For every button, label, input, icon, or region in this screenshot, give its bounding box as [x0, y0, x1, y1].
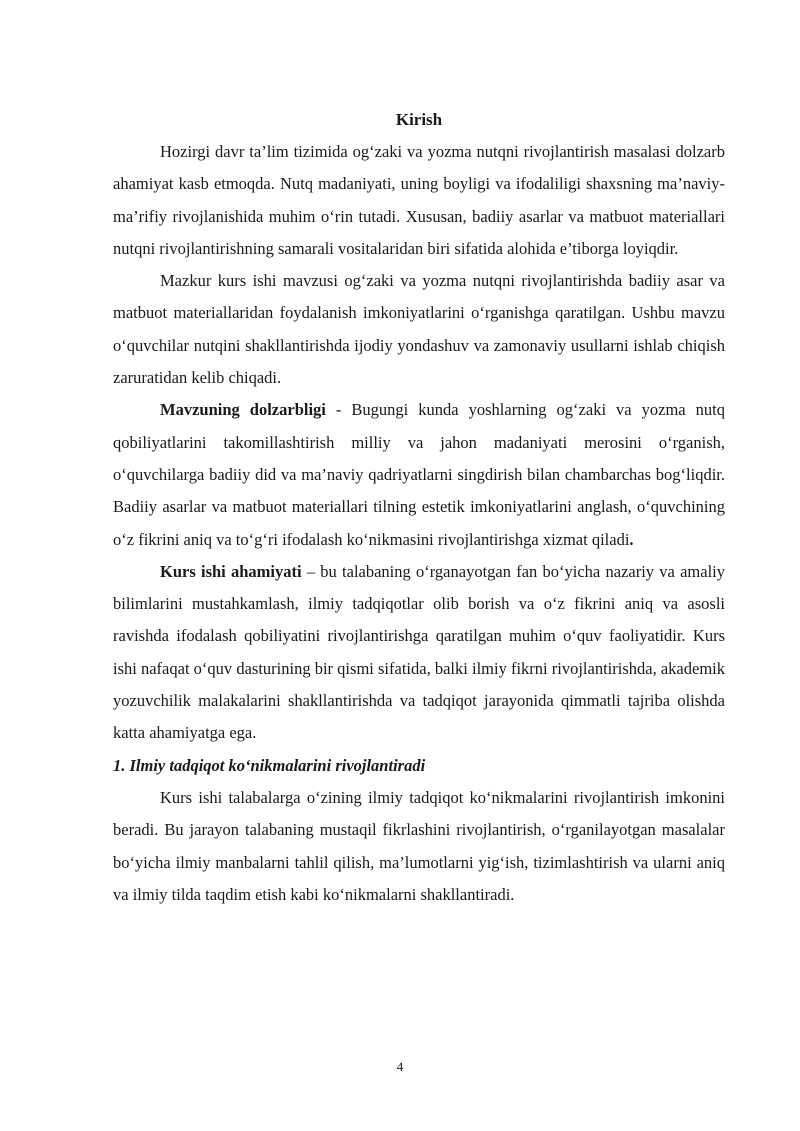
page-number: 4: [396, 1059, 404, 1074]
paragraph-topic: Mazkur kurs ishi mavzusi og‘zaki va yozma nutqni rivojlantirishda badiiy asar va matbuot materiallaridan foydalanish imkoniyatlarini o‘rganishga qaratilgan. Ushbu mavzu o‘quvchilar nutqini shakllantirishda ijodiy yondashuv va zamonaviy usullarni ishlab chiqish zaruratidan kelib chiqadi.: [113, 271, 725, 388]
section-heading: 1. Ilmiy tadqiqot ko‘nikmalarini rivojlantiradi: [113, 755, 426, 775]
paragraph-importance: [113, 556, 725, 750]
document-page: [113, 108, 725, 911]
paragraph-intro: Hozirgi davr ta’lim tizimida og‘zaki va yozma nutqni rivojlantirish masalasi dolzarb ahamiyat kasb etmoqda. Nutq madaniyati, uning boyligi va ifodaliligi shaxsning ma’naviy-ma’rifiy rivojlanishida muhim o‘rin tutadi. Xususan, badiiy asarlar va matbuot materiallari nutqni rivojlantirishning samarali vositalaridan biri sifatida alohida e’tiborga loyiqdir.: [113, 142, 725, 258]
relevance-text: - Bugungi kunda yoshlarning og‘zaki va yozma nutq qobiliyatlarini takomillashtirish milliy va jahon madaniyati merosini o‘rganish, o‘quvchilarga badiiy did va ma’naviy qadriyatlarni singdirish bilan chambarchas bog‘liqdir. Badiiy asarlar va matbuot materiallari tilning estetik imkoniyatlarini anglash, o‘quvchining o‘z fikrini aniq va to‘g‘ri ifodalash ko‘nikmasini rivojlantirishga xizmat qiladi: [113, 400, 725, 549]
importance-text: – bu talabaning o‘rganayotgan fan bo‘yicha nazariy va amaliy bilimlarini mustahkamlash, ilmiy tadqiqotlar olib borish va o‘z fikrini aniq va asosli ravishda ifodalash qobiliyatini rivojlantirishga qaratilgan muhim o‘quv faoliyatidir. Kurs ishi nafaqat o‘quv dasturining bir qismi sifatida, balki ilmiy fikrni rivojlantirishda, akademik yozuvchilik malakalarini shakllantirishda va tadqiqot jarayonida qimmatli tajriba olishda katta ahamiyatga ega.: [113, 561, 725, 743]
relevance-label: Mavzuning dolzarbligi: [160, 400, 326, 420]
paragraph-relevance: [113, 394, 725, 555]
paragraph-research-skills: Kurs ishi talabalarga o‘zining ilmiy tadqiqot ko‘nikmalarini rivojlantirish imkonini beradi. Bu jarayon talabaning mustaqil fikrlashini rivojlantirish, o‘rganilayotgan masalalar bo‘yicha ilmiy manbalarni tahlil qilish, ma’lumotlarni yig‘ish, tizimlashtirish va ularni aniq va ilmiy tilda taqdim etish kabi ko‘nikmalarni shakllantiradi.: [113, 787, 725, 904]
page-title: Kirish: [395, 110, 443, 129]
importance-label: Kurs ishi ahamiyati: [160, 561, 302, 581]
relevance-end: .: [629, 529, 634, 549]
